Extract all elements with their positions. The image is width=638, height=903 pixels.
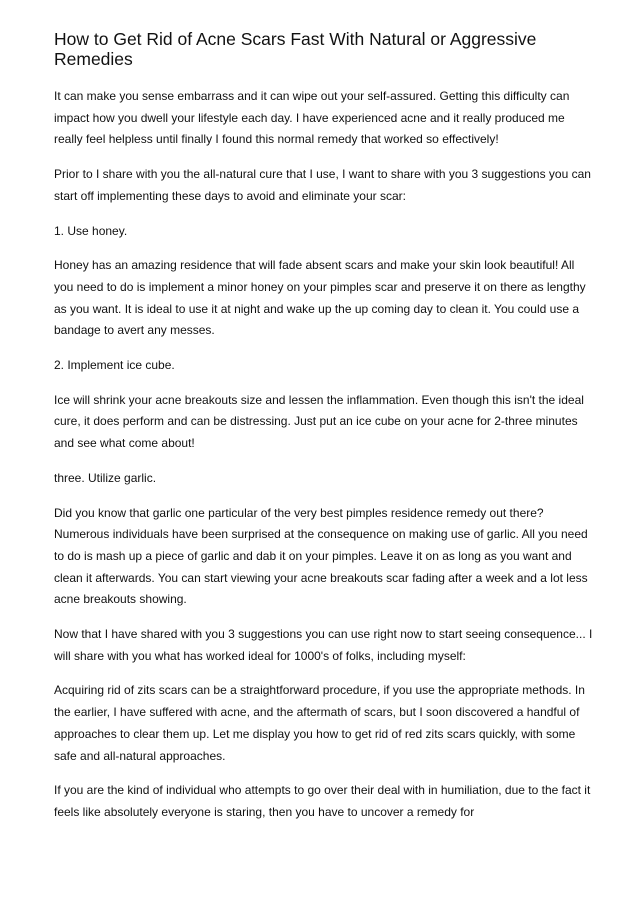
document-page (54, 29, 596, 837)
paragraph-intro: It can make you sense embarrass and it can wipe out your self-assured. Getting this difficulty can impact how you dwell your lifestyle each day. I have experienced acne and it really produced me really feel helpless until finally I found this normal remedy that worked so effectively! (54, 89, 570, 147)
paragraph-garlic: Did you know that garlic one particular of the very best pimples residence remedy out there? Numerous individuals have been surprised at the consequence on making use of garlic. All you need to do is mash up a piece of garlic and dab it on your pimples. Leave it on as long as you want and clean it afterwards. You can start viewing your acne breakouts scar fading after a week and a lot less acne breakouts showing. (54, 505, 588, 607)
paragraph-transition: Now that I have shared with you 3 suggestions you can use right now to start seeing consequence... I will share with you what has worked ideal for 1000's of folks, including myself: (54, 627, 593, 663)
paragraph-ice: Ice will shrink your acne breakouts size and lessen the inflammation. Even though this isn't the ideal cure, it does perform and can be distressing. Just put an ice cube on your acne for 2-three minutes and see what come about! (54, 392, 584, 451)
paragraph-suggestions-intro: Prior to I share with you the all-natural cure that I use, I want to share with you 3 suggestions you can start off implementing these days to avoid and eliminate your scar: (54, 167, 591, 203)
paragraph-heading-garlic: three. Utilize garlic. (54, 470, 157, 485)
paragraph-honey: Honey has an amazing residence that will fade absent scars and make your skin look beautiful! All you need to do is implement a minor honey on your pimples scar and preserve it on there as lengthy as you want. It is ideal to use it at night and wake up the up coming day to clean it. You could use a bandage to avert any messes. (54, 258, 586, 338)
document-title: How to Get Rid of Acne Scars Fast With Natural or Aggressive Remedies (54, 29, 537, 69)
paragraph-acquiring: Acquiring rid of zits scars can be a straightforward procedure, if you use the appropriate methods. In the earlier, I have suffered with acne, and the aftermath of scars, but I soon discovered a handful of approaches to clear them up. Let me display you how to get rid of red zits scars quickly, with some safe and all-natural approaches. (54, 683, 585, 763)
paragraph-heading-ice: 2. Implement ice cube. (54, 358, 175, 373)
paragraph-closing: If you are the kind of individual who attempts to go over their deal with in humiliation, due to the fact it feels like absolutely everyone is staring, then you have to uncover a remedy for (54, 783, 591, 819)
paragraph-heading-honey: 1. Use honey. (54, 223, 128, 238)
